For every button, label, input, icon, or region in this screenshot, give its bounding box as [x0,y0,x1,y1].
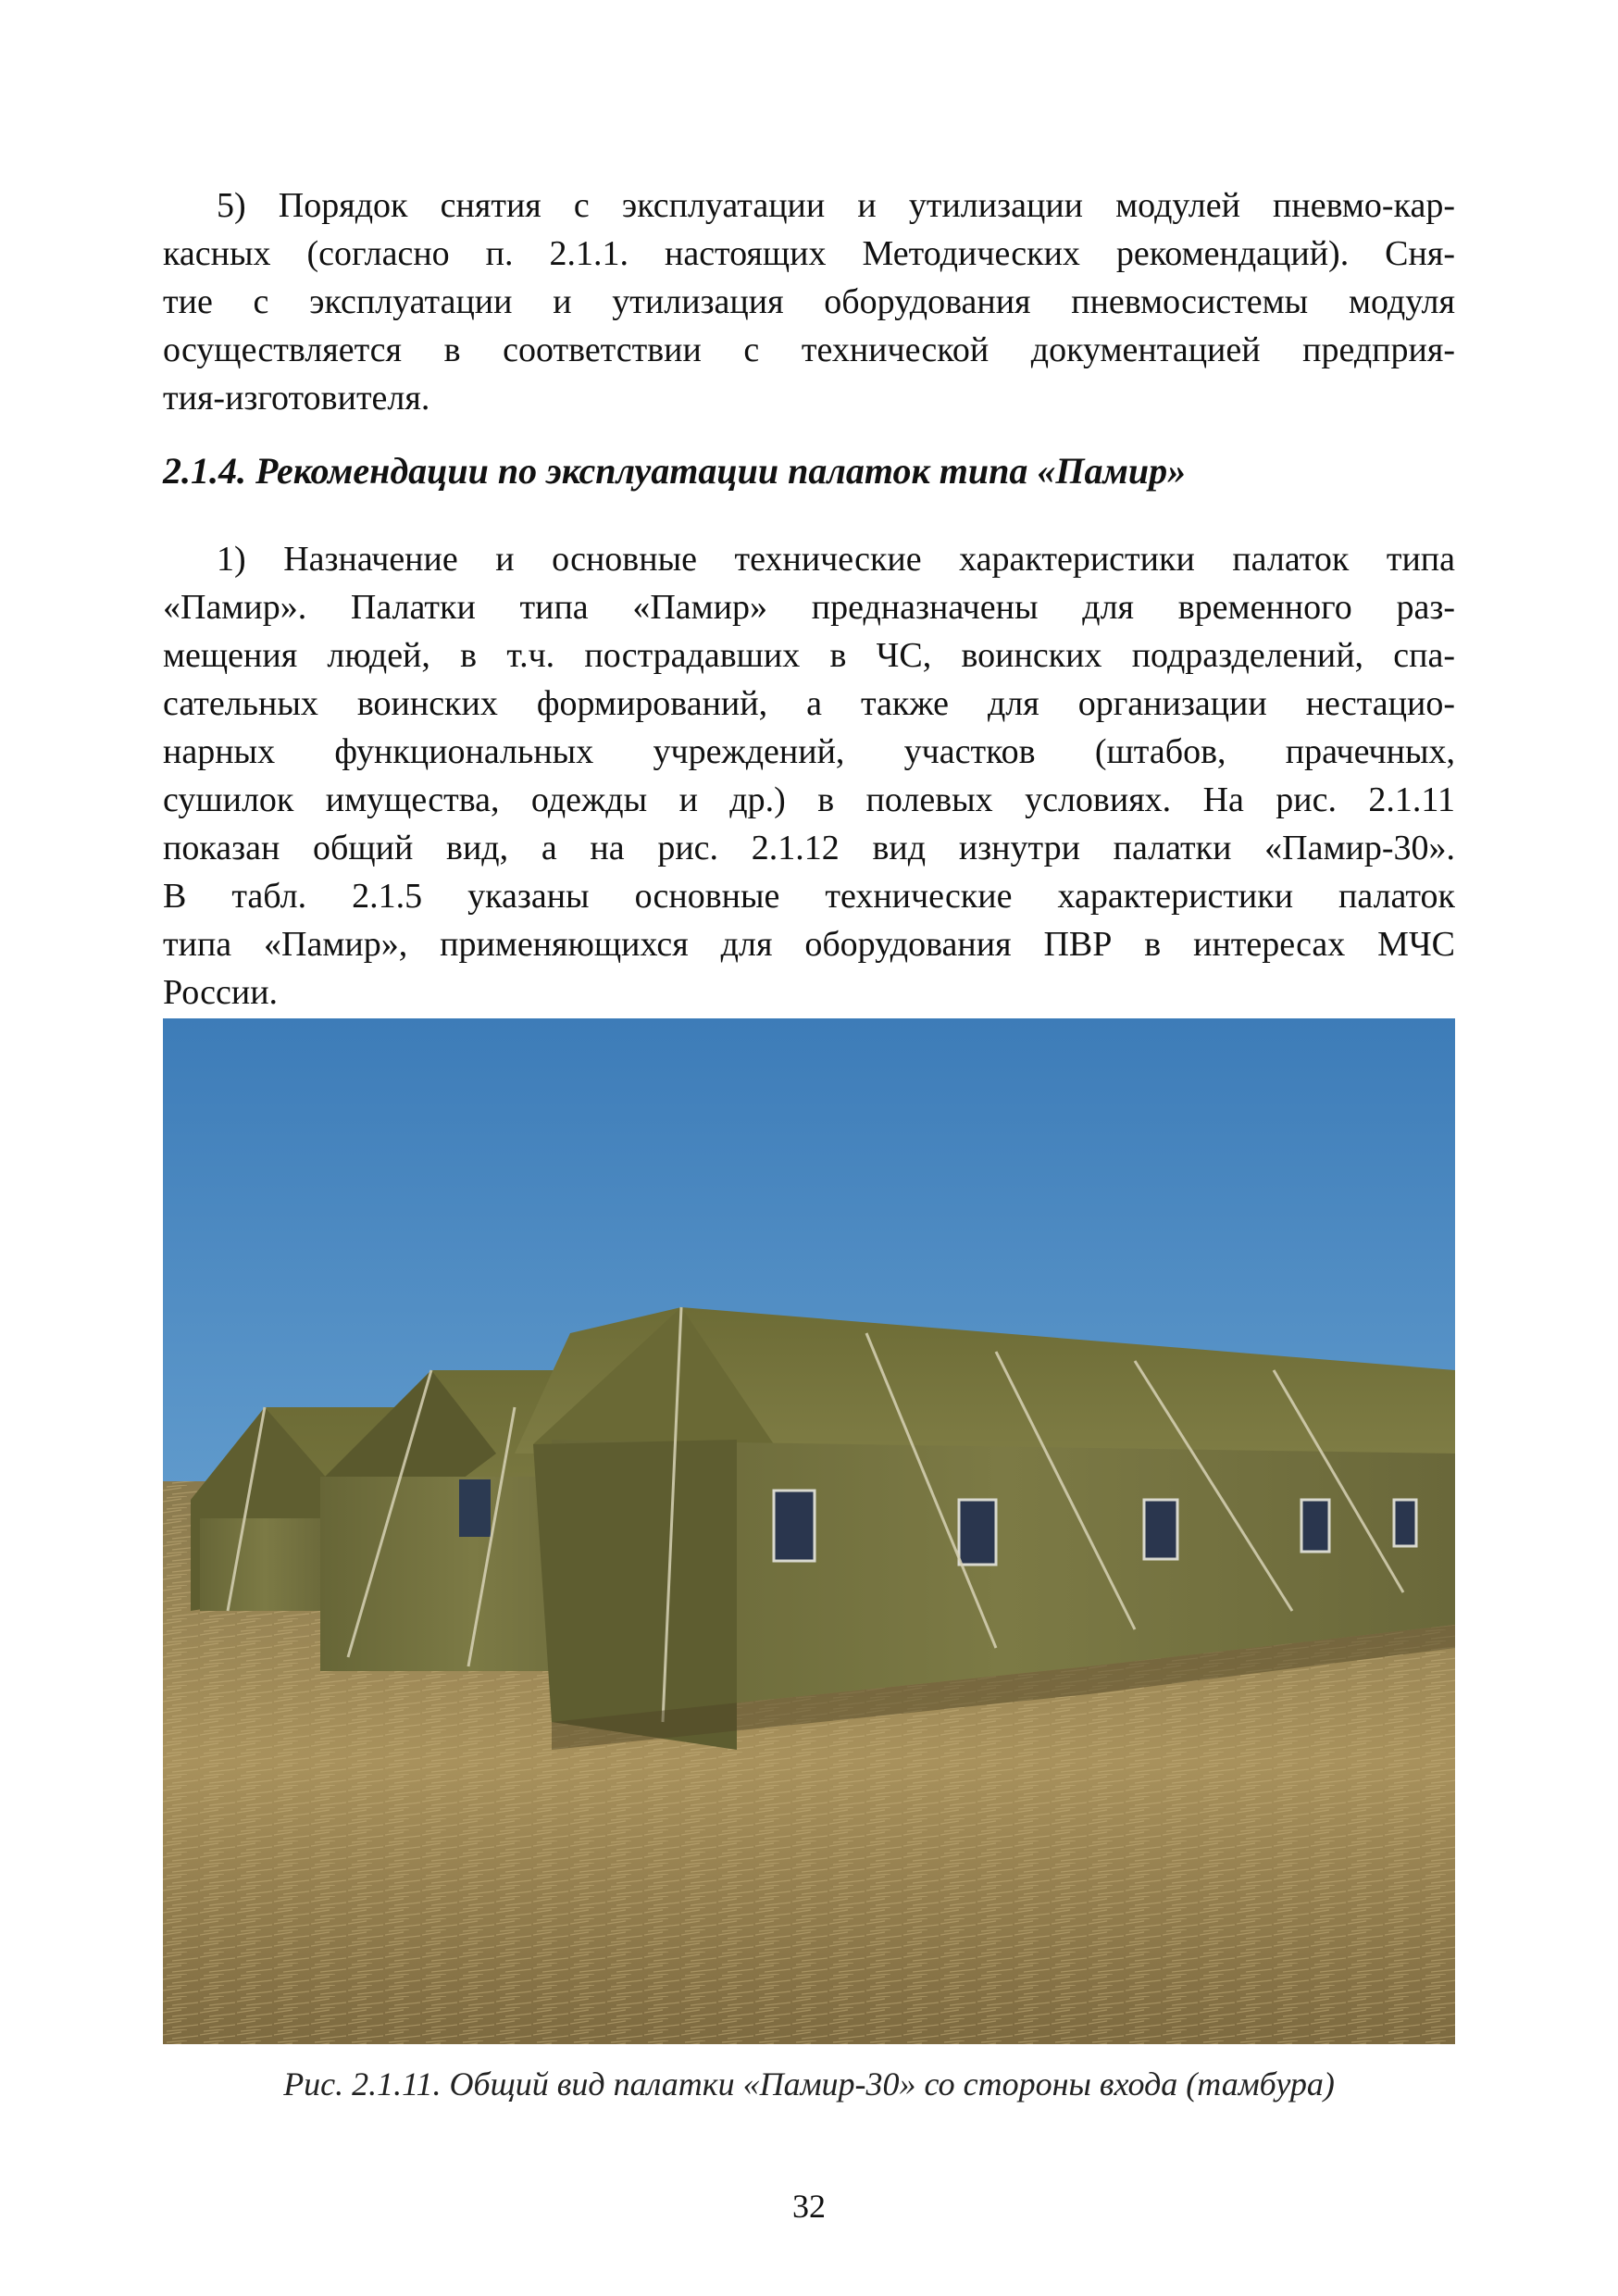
text-line: В табл. 2.1.5 указаны основные технические характеристики палаток [163,877,1455,916]
text-line: типа «Памир», применяющихся для оборудования ПВР в интересах МЧС [163,925,1455,964]
text-line: «Памир». Палатки типа «Памир» предназначены для временного раз- [163,588,1455,627]
text-line: тие с эксплуатации и утилизация оборудования пневмосистемы модуля [163,282,1455,321]
text-line: нарных функциональных учреждений, участков (штабов, прачечных, [163,732,1455,771]
tent-photo [163,1018,1455,2044]
tent-photo-illustration [163,1018,1455,2044]
text-line: 1) Назначение и основные технические характеристики палаток типа [217,540,1455,579]
text-line: показан общий вид, а на рис. 2.1.12 вид изнутри палатки «Памир-30». [163,829,1455,867]
figure-caption: Рис. 2.1.11. Общий вид палатки «Памир-30» со стороны входа (тамбура) [283,2065,1335,2103]
paragraph-section-1 [163,535,1455,1017]
page-number: 32 [792,2188,826,2225]
text-line: мещения людей, в т.ч. пострадавших в ЧС, воинских подразделений, спа- [163,636,1455,675]
text-line: тия-изготовителя. [163,379,430,418]
text-line: сушилок имущества, одежды и др.) в полевых условиях. На рис. 2.1.11 [163,780,1455,819]
text-line: сательных воинских формирований, а также для организации нестацио- [163,684,1455,723]
section-heading: 2.1.4. Рекомендации по эксплуатации палаток типа «Памир» [163,450,1187,492]
text-line: осуществляется в соответствии с технической документацией предприя- [163,331,1455,369]
text-line: касных (согласно п. 2.1.1. настоящих Методических рекомендаций). Сня- [163,234,1455,273]
paragraph-section-5 [163,181,1455,422]
text-line: 5) Порядок снятия с эксплуатации и утилизации модулей пневмо-кар- [217,186,1455,225]
text-line: России. [163,973,279,1012]
